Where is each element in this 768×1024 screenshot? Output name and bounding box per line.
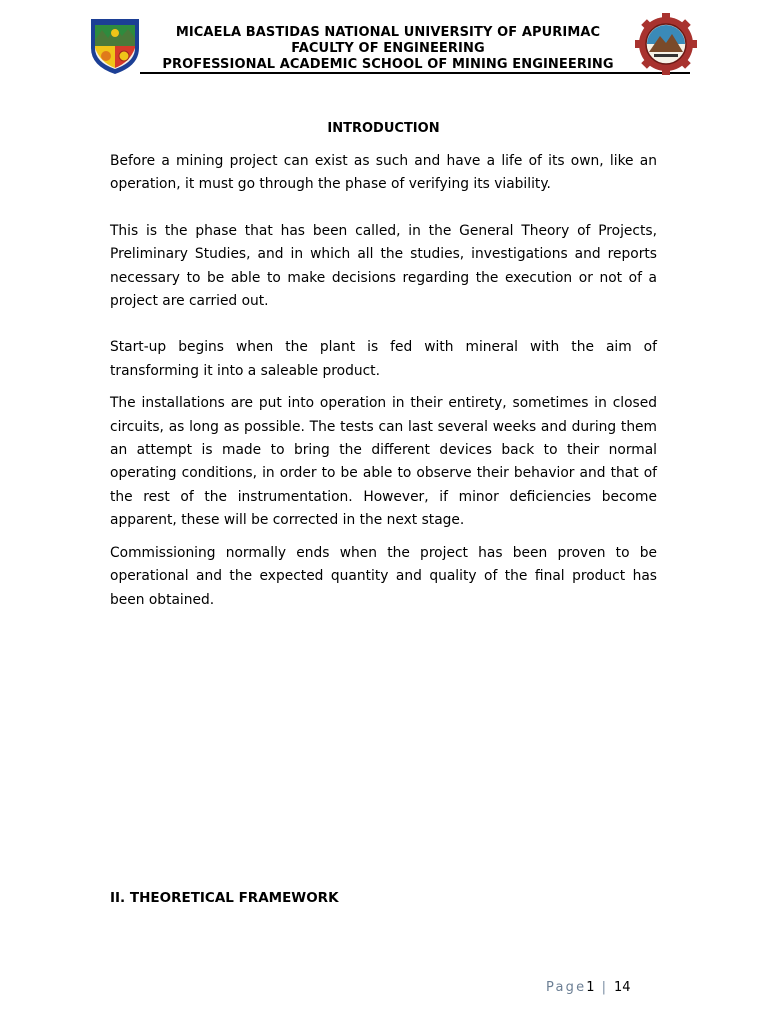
paragraph: This is the phase that has been called, in the General Theory of Projects, Preliminary Studies, and in which all the studies, investigations and reports necessary to be able to make decisions regarding the execution or not of a project are carried out. [110,222,657,310]
document-body [110,150,657,612]
page-number: 1 [586,980,595,995]
paragraph: The installations are put into operation in their entirety, sometimes in closed circuits, as long as possible. The tests can last several weeks and during them an attempt is made to bring the different devices back to their normal operating conditions, in order to be able to observe their behavior and that of the rest of the instrumentation. However, if minor deficiencies become apparent, these will be corrected in the next stage. [110,395,657,529]
document-header [88,14,698,76]
document-title: INTRODUCTION [327,121,440,136]
paragraph: Commissioning normally ends when the project has been proven to be operational and the expected quantity and quality of the final product has been obtained. [110,544,657,608]
total-pages: 14 [613,980,631,995]
page-label: Page [546,980,587,995]
header-rule [140,72,690,74]
page-separator: | [601,980,606,995]
school-name: PROFESSIONAL ACADEMIC SCHOOL OF MINING ENGINEERING [162,57,614,72]
university-crest-icon [88,16,142,76]
paragraph: Start-up begins when the plant is fed with mineral with the aim of transforming it into a saleable product. [110,339,657,379]
faculty-name: FACULTY OF ENGINEERING [291,41,485,56]
header-titles [138,25,638,73]
section-heading: II. THEORETICAL FRAMEWORK [110,890,339,906]
page-footer [546,979,631,997]
paragraph: Before a mining project can exist as such and have a life of its own, like an operation, it must go through the phase of verifying its viability. [110,153,657,193]
university-name: MICAELA BASTIDAS NATIONAL UNIVERSITY OF APURIMAC [175,25,601,40]
mining-engineering-gear-seal-icon [634,12,698,76]
